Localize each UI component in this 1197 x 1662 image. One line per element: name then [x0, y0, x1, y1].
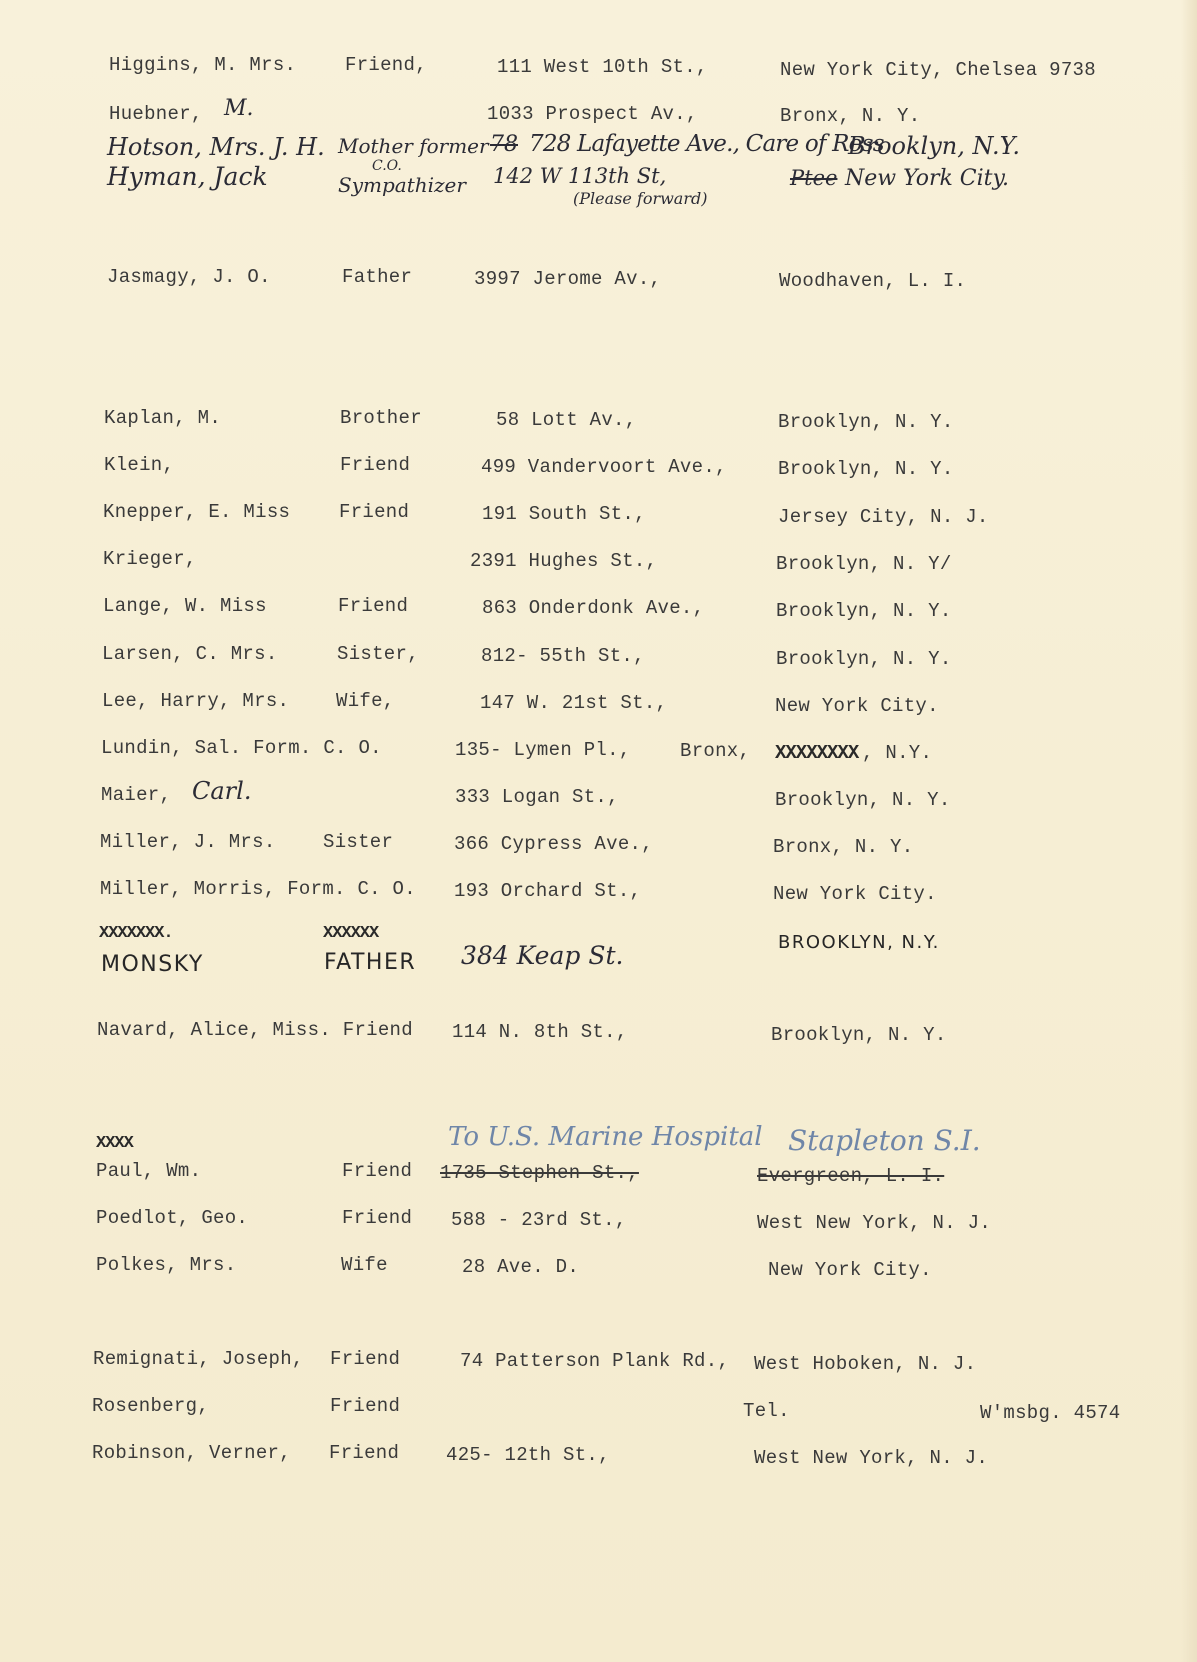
entry-name: Paul, Wm.: [96, 1160, 202, 1182]
entry-address: 147 W. 21st St.,: [480, 692, 668, 714]
entry-name: Lee, Harry, Mrs.: [102, 690, 290, 712]
entry-relation: Father: [342, 266, 413, 288]
entry-name-handwritten: Hotson, Mrs. J. H.: [107, 133, 325, 161]
entry-city: Woodhaven, L. I.: [779, 270, 967, 292]
entry-relation: Friend: [329, 1442, 400, 1464]
entry-relation: Friend: [330, 1395, 401, 1417]
entry-address: 3997 Jerome Av.,: [474, 268, 662, 290]
entry-relation-handwritten: C.O.: [372, 158, 402, 174]
entry-name-handwritten: M.: [224, 96, 254, 121]
entry-city: West Hoboken, N. J.: [754, 1353, 977, 1375]
entry-address-handwritten: 142 W 113th St,: [493, 164, 667, 188]
entry-relation: Friend: [342, 1207, 413, 1229]
entry-name: Lundin, Sal. Form. C. O.: [101, 737, 382, 759]
struck-text: XXXXXX: [323, 924, 379, 943]
entry-city: Brooklyn, N. Y.: [778, 411, 954, 433]
entry-city: Brooklyn, N. Y/: [776, 553, 952, 575]
entry-name: Krieger,: [103, 548, 197, 570]
entry-city: New York City.: [773, 883, 937, 905]
struck-text: XXXXXXXX: [775, 742, 859, 764]
struck-text: XXXXXXX.: [99, 924, 173, 943]
entry-tel-label: Tel.: [743, 1400, 790, 1422]
entry-relation: Sister,: [337, 643, 419, 665]
entry-city: Evergreen, L. I.: [757, 1165, 945, 1187]
entry-borough: Bronx,: [680, 740, 751, 762]
entry-city: Brooklyn, N. Y.: [771, 1024, 947, 1046]
entry-city: Bronx, N. Y.: [780, 105, 921, 127]
entry-address: 425- 12th St.,: [446, 1444, 610, 1466]
entry-address: 58 Lott Av.,: [496, 409, 637, 431]
entry-address: 812- 55th St.,: [481, 645, 645, 667]
entry-name: Lange, W. Miss: [103, 595, 267, 617]
entry-phone: W'msbg. 4574: [980, 1402, 1121, 1424]
entry-address: 366 Cypress Ave.,: [454, 833, 653, 855]
entry-city: Jersey City, N. J.: [778, 506, 989, 528]
entry-relation: Friend: [342, 1160, 413, 1182]
entry-address: 499 Vandervoort Ave.,: [481, 456, 727, 478]
entry-address: 863 Onderdonk Ave.,: [482, 597, 705, 619]
entry-city: West New York, N. J.: [754, 1447, 989, 1469]
entry-city: Brooklyn, N. Y.: [776, 648, 952, 670]
entry-name: Miller, Morris, Form. C. O.: [100, 878, 416, 900]
entry-city: , N.Y.: [862, 742, 933, 764]
entry-city: West New York, N. J.: [757, 1212, 992, 1234]
entry-relation: Friend: [338, 595, 409, 617]
struck-text: XXXX: [96, 1134, 133, 1153]
entry-address: 588 - 23rd St.,: [451, 1209, 627, 1231]
entry-address: 1033 Prospect Av.,: [487, 103, 698, 125]
entry-relation: Friend: [340, 454, 411, 476]
entry-city: New York City.: [775, 695, 939, 717]
entry-address: 1735 Stephen St.,: [440, 1162, 639, 1184]
entry-name-handwritten: MONSKY: [101, 952, 204, 977]
entry-relation: Friend: [330, 1348, 401, 1370]
entry-name: Klein,: [104, 454, 175, 476]
entry-name: Remignati, Joseph,: [93, 1348, 304, 1370]
entry-city: New York City.: [768, 1259, 932, 1281]
entry-relation-handwritten: Mother former: [338, 134, 489, 158]
entry-address-handwritten: 384 Keap St.: [461, 941, 624, 970]
entry-city: Brooklyn, N. Y.: [775, 789, 951, 811]
entry-address: 333 Logan St.,: [455, 786, 619, 808]
entry-name: Jasmagy, J. O.: [107, 266, 271, 288]
entry-name-handwritten: Carl.: [192, 777, 252, 805]
entry-city-handwritten: Stapleton S.I.: [788, 1124, 981, 1157]
entry-address-handwritten: To U.S. Marine Hospital: [448, 1122, 763, 1152]
entry-name: Higgins, M. Mrs.: [109, 54, 297, 76]
entry-city-handwritten: Brooklyn, N.Y.: [848, 132, 1020, 160]
entry-relation-handwritten: Sympathizer: [338, 173, 466, 197]
entry-address: 191 South St.,: [482, 503, 646, 525]
entry-name: Robinson, Verner,: [92, 1442, 291, 1464]
entry-address: 74 Patterson Plank Rd.,: [460, 1350, 730, 1372]
entry-city: New York City, Chelsea 9738: [780, 59, 1096, 81]
entry-name: Miller, J. Mrs.: [100, 831, 276, 853]
entry-address: 135- Lymen Pl.,: [455, 739, 631, 761]
entry-city: Brooklyn, N. Y.: [778, 458, 954, 480]
page-edge: [1181, 0, 1197, 1662]
entry-relation: Wife: [341, 1254, 388, 1276]
entry-address-handwritten: 728 Lafayette Ave., Care of Ross: [529, 131, 884, 157]
entry-relation: Friend: [339, 501, 410, 523]
entry-name: Larsen, C. Mrs.: [102, 643, 278, 665]
struck-text: 78: [490, 132, 518, 157]
entry-note-handwritten: (Please forward): [573, 189, 708, 208]
entry-relation: Sister: [323, 831, 394, 853]
entry-address: 193 Orchard St.,: [454, 880, 642, 902]
entry-name: Navard, Alice, Miss. Friend: [97, 1019, 413, 1041]
entry-city-handwritten: BROOKLYN, N.Y.: [778, 932, 940, 953]
entry-name: Rosenberg,: [92, 1395, 210, 1417]
entry-name: Polkes, Mrs.: [96, 1254, 237, 1276]
entry-address: 28 Ave. D.: [462, 1256, 580, 1278]
entry-relation: Brother: [340, 407, 422, 429]
struck-text: Ptee: [790, 166, 838, 190]
entry-city: Brooklyn, N. Y.: [776, 600, 952, 622]
entry-name: Maier,: [101, 784, 172, 806]
entry-relation: Wife,: [336, 690, 395, 712]
entry-address: 2391 Hughes St.,: [470, 550, 658, 572]
entry-name-handwritten: Hyman, Jack: [107, 162, 268, 191]
entry-name: Kaplan, M.: [104, 407, 222, 429]
entry-relation: Friend,: [345, 54, 427, 76]
entry-address: 111 West 10th St.,: [497, 56, 708, 78]
entry-relation-handwritten: FATHER: [324, 950, 417, 975]
entry-name: Poedlot, Geo.: [96, 1207, 249, 1229]
entry-name: Huebner,: [109, 103, 203, 125]
entry-name: Knepper, E. Miss: [103, 501, 291, 523]
entry-address: 114 N. 8th St.,: [452, 1021, 628, 1043]
entry-city-handwritten: New York City.: [845, 166, 1010, 191]
entry-city: Bronx, N. Y.: [773, 836, 914, 858]
